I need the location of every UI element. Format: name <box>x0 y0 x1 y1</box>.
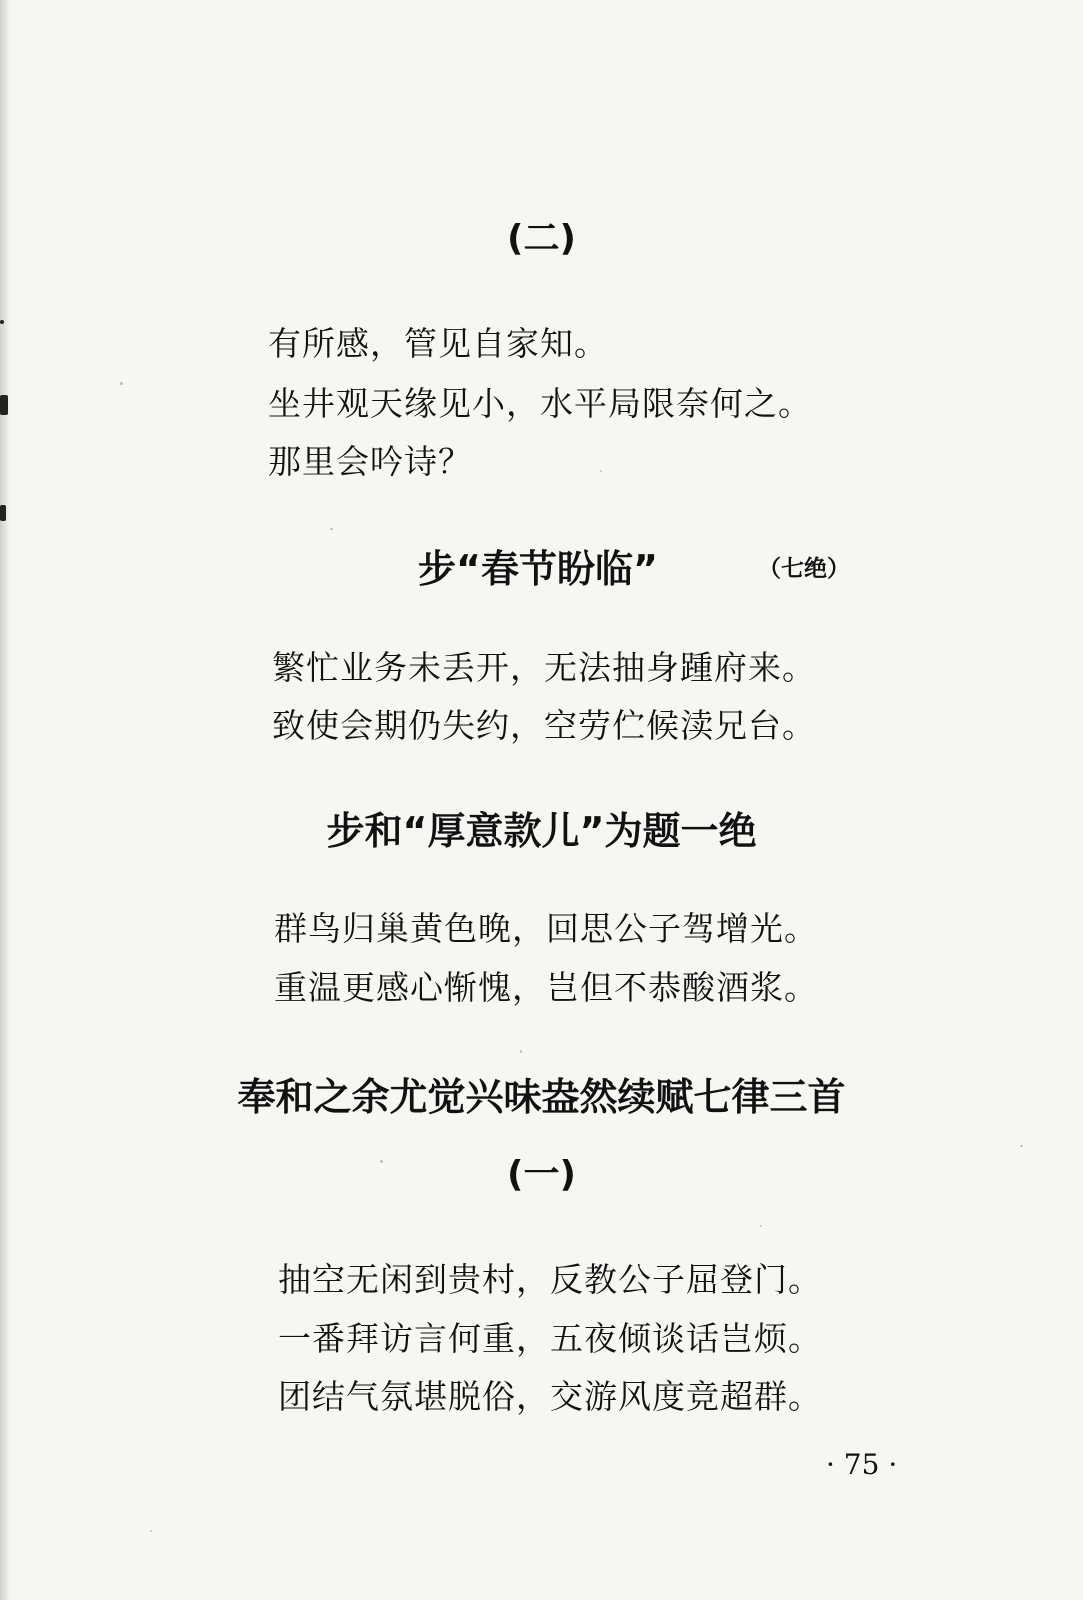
poem-line: 抽空无闲到贵村，反教公子屈登门。 <box>278 1260 822 1299</box>
poem-title: 步“春节盼临” <box>418 547 658 591</box>
poem-line: 一番拜访言何重，五夜倾谈话岂烦。 <box>278 1319 822 1358</box>
page-number: · 75 · <box>826 1448 898 1481</box>
scan-speckle <box>520 1050 522 1053</box>
poem-title-row <box>0 538 1083 598</box>
scan-mark <box>0 395 8 415</box>
scan-speckle <box>760 1225 762 1227</box>
poem-line: 团结气氛堪脱俗，交游风度竞超群。 <box>278 1377 822 1416</box>
scan-speckle <box>600 470 602 472</box>
poem-line: 繁忙业务未丢开，无法抽身踵府来。 <box>272 648 816 687</box>
scan-speckle <box>1020 1145 1023 1147</box>
poem-line: 那里会吟诗？ <box>268 442 472 481</box>
scan-speckle <box>120 382 123 385</box>
poem-form-note: （七绝） <box>758 556 850 582</box>
poem-line: 群鸟归巢黄色晚，回思公子驾增光。 <box>274 909 818 948</box>
poem-line: 有所感，管见自家知。 <box>268 324 608 363</box>
scan-mark <box>0 320 4 324</box>
scan-speckle <box>380 1160 383 1163</box>
poem-line: 致使会期仍失约，空劳伫候渎兄台。 <box>272 706 816 745</box>
poem-line: 重温更感心惭愧，岂但不恭酸酒浆。 <box>274 968 818 1007</box>
poem-title: 步和“厚意款儿”为题一绝 <box>326 809 757 853</box>
section-marker-two: (二) <box>507 218 576 259</box>
poem-title: 奉和之余尤觉兴味盎然续赋七律三首 <box>237 1075 846 1119</box>
scan-mark <box>0 505 6 521</box>
scan-speckle <box>150 1530 152 1532</box>
poem-line: 坐井观天缘见小，水平局限奈何之。 <box>268 384 812 423</box>
scan-speckle <box>330 528 333 530</box>
section-marker-one: (一) <box>507 1154 576 1195</box>
